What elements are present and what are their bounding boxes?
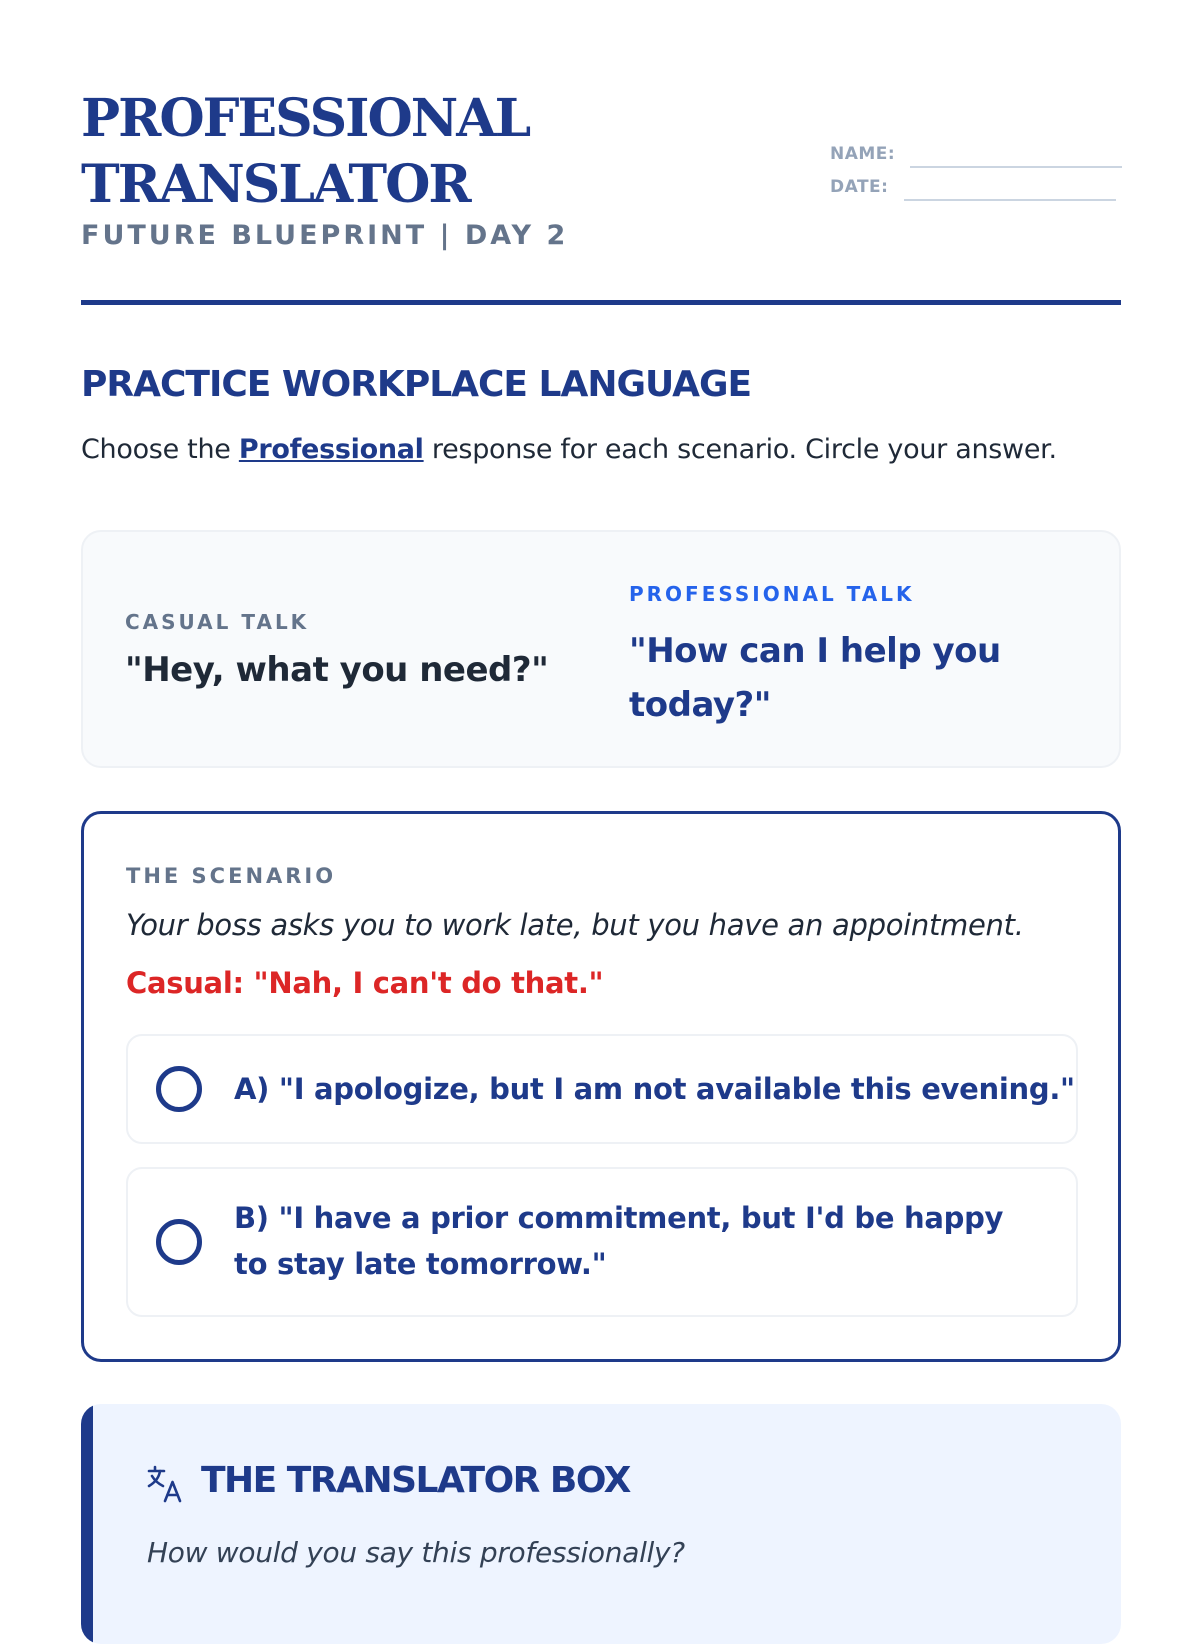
header-divider [81, 300, 1121, 305]
date-label: DATE: [830, 177, 889, 197]
scenario-label: THE SCENARIO [126, 864, 337, 888]
name-line[interactable] [910, 166, 1122, 168]
title-line-2: TRANSLATOR [81, 154, 470, 215]
instruction-text-start: Choose the [81, 434, 239, 465]
option-b-radio[interactable] [156, 1219, 202, 1265]
option-b-text: B) "I have a prior commitment, but I'd be happy to stay late tomorrow." [234, 1201, 1004, 1281]
scenario-description: Your boss asks you to work late, but you have an appointment. [126, 908, 1024, 942]
title-line-1: PROFESSIONAL [81, 88, 530, 149]
worksheet-subtitle: FUTURE BLUEPRINT | DAY 2 [81, 220, 569, 251]
translator-box [81, 1404, 1121, 1644]
scenario-casual-response: Casual: "Nah, I can't do that." [126, 966, 604, 1000]
section-title: PRACTICE WORKPLACE LANGUAGE [81, 364, 752, 405]
date-line[interactable] [904, 199, 1116, 201]
student-info [830, 142, 1120, 208]
translator-accent-bar [81, 1404, 93, 1644]
instruction-text-end: response for each scenario. Circle your answer. [423, 434, 1057, 465]
option-a-radio[interactable] [156, 1066, 202, 1112]
date-row [830, 175, 1120, 208]
casual-talk-label: CASUAL TALK [125, 610, 310, 634]
name-row [830, 142, 1120, 175]
worksheet-title [81, 86, 529, 218]
name-label: NAME: [830, 144, 896, 164]
instruction-emphasis: Professional [238, 434, 424, 465]
professional-talk-text: "How can I help you today?" [629, 631, 1001, 725]
example-card [81, 530, 1121, 768]
translator-prompt: How would you say this professionally? [147, 1536, 685, 1569]
scenario-card [81, 811, 1121, 1362]
option-a-text: A) "I apologize, but I am not available this evening." [234, 1072, 1075, 1106]
translator-title: THE TRANSLATOR BOX [201, 1460, 630, 1501]
option-a[interactable] [126, 1034, 1078, 1144]
option-b[interactable] [126, 1167, 1078, 1317]
instructions [81, 434, 1057, 465]
professional-talk-label: PROFESSIONAL TALK [629, 582, 915, 606]
casual-talk-text: "Hey, what you need?" [125, 650, 549, 690]
translate-icon [147, 1464, 185, 1504]
